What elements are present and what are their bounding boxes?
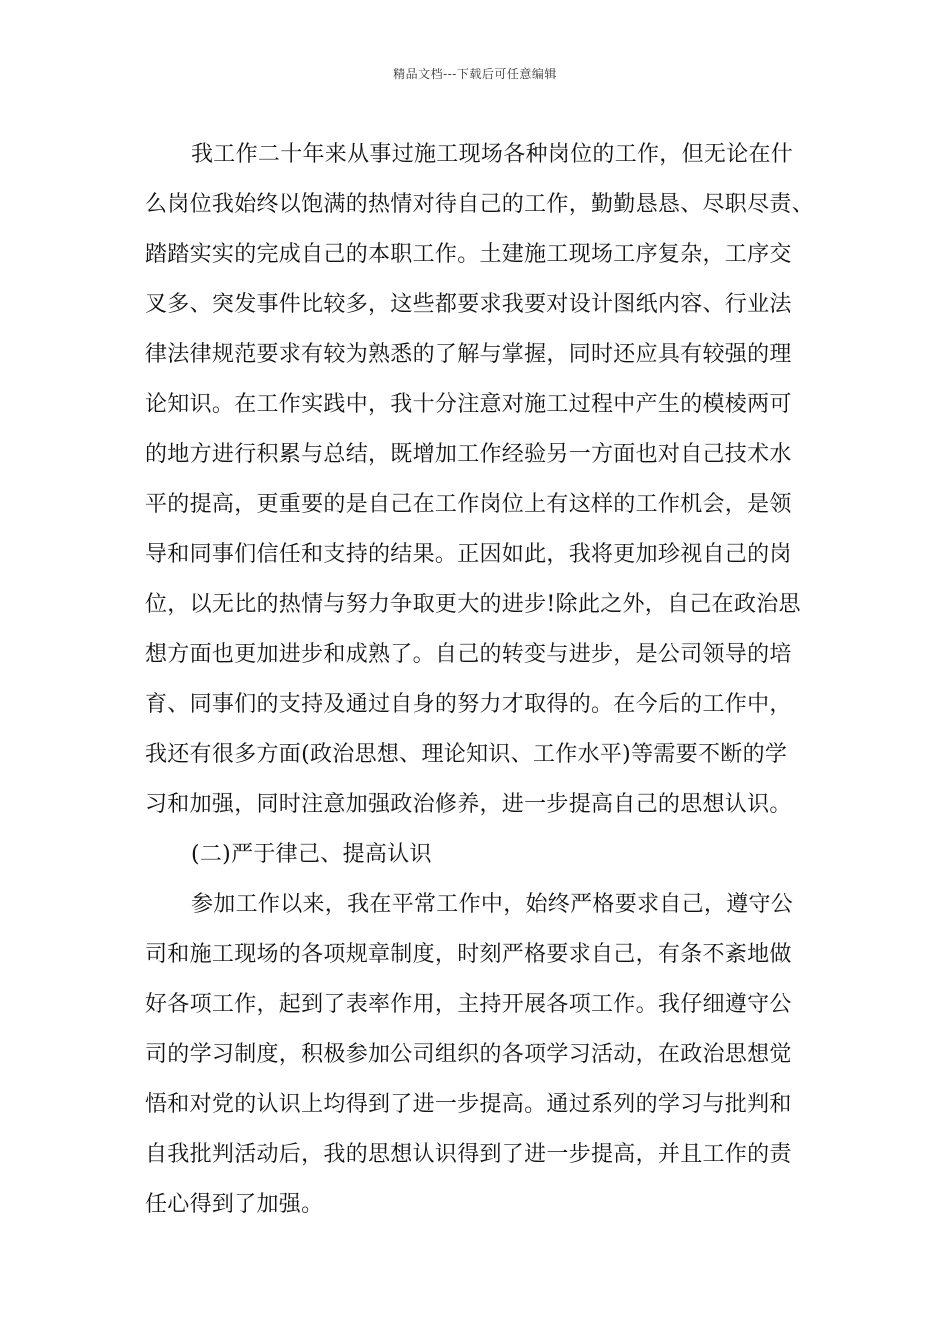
text-line: 平的提高，更重要的是自己在工作岗位上有这样的工作机会，是领 [145,492,792,517]
text-line: 位，以无比的热情与努力争取更大的进步!除此之外，自己在政治思 [145,592,801,617]
text-line: 论知识。在工作实践中，我十分注意对施工过程中产生的模棱两可 [145,392,792,417]
text-line: 我工作二十年来从事过施工现场各种岗位的工作，但无论在什 [191,142,794,167]
paragraph-2 [145,880,835,1230]
text-line: 好各项工作，起到了表率作用，主持开展各项工作。我仔细遵守公 [145,992,792,1017]
section-heading [145,830,835,880]
text-line: 任心得到了加强。 [145,1192,324,1217]
text-line: 律法律规范要求有较为熟悉的了解与掌握，同时还应具有较强的理 [145,342,792,367]
text-line: 导和同事们信任和支持的结果。正因如此，我将更加珍视自己的岗 [145,542,792,567]
text-line: 育、同事们的支持及通过自身的努力才取得的。在今后的工作中， [145,692,792,717]
text-line: 司的学习制度，积极参加公司组织的各项学习活动，在政治思想觉 [145,1042,792,1067]
section-heading-text: (二)严于律己、提高认识 [191,842,432,867]
paragraph-1 [145,130,835,830]
text-line: 悟和对党的认识上均得到了进一步提高。通过系列的学习与批判和 [145,1092,792,1117]
text-line: 么岗位我始终以饱满的热情对待自己的工作，勤勤恳恳、尽职尽责、 [145,192,815,217]
text-line: 的地方进行积累与总结，既增加工作经验另一方面也对自己技术水 [145,442,792,467]
text-line: 参加工作以来，我在平常工作中，始终严格要求自己，遵守公 [191,892,794,917]
text-line: 司和施工现场的各项规章制度，时刻严格要求自己，有条不紊地做 [145,942,792,967]
page-header: 精品文档---下载后可任意编辑 [393,67,557,81]
document-body [145,130,835,1230]
text-line: 踏踏实实的完成自己的本职工作。土建施工现场工序复杂，工序交 [145,242,792,267]
text-line: 想方面也更加进步和成熟了。自己的转变与进步，是公司领导的培 [145,642,792,667]
text-line: 习和加强，同时注意加强政治修养，进一步提高自己的思想认识。 [145,792,792,817]
text-line: 我还有很多方面(政治思想、理论知识、工作水平)等需要不断的学 [145,742,788,767]
text-line: 叉多、突发事件比较多，这些都要求我要对设计图纸内容、行业法 [145,292,792,317]
text-line: 自我批判活动后，我的思想认识得到了进一步提高，并且工作的责 [145,1142,792,1167]
